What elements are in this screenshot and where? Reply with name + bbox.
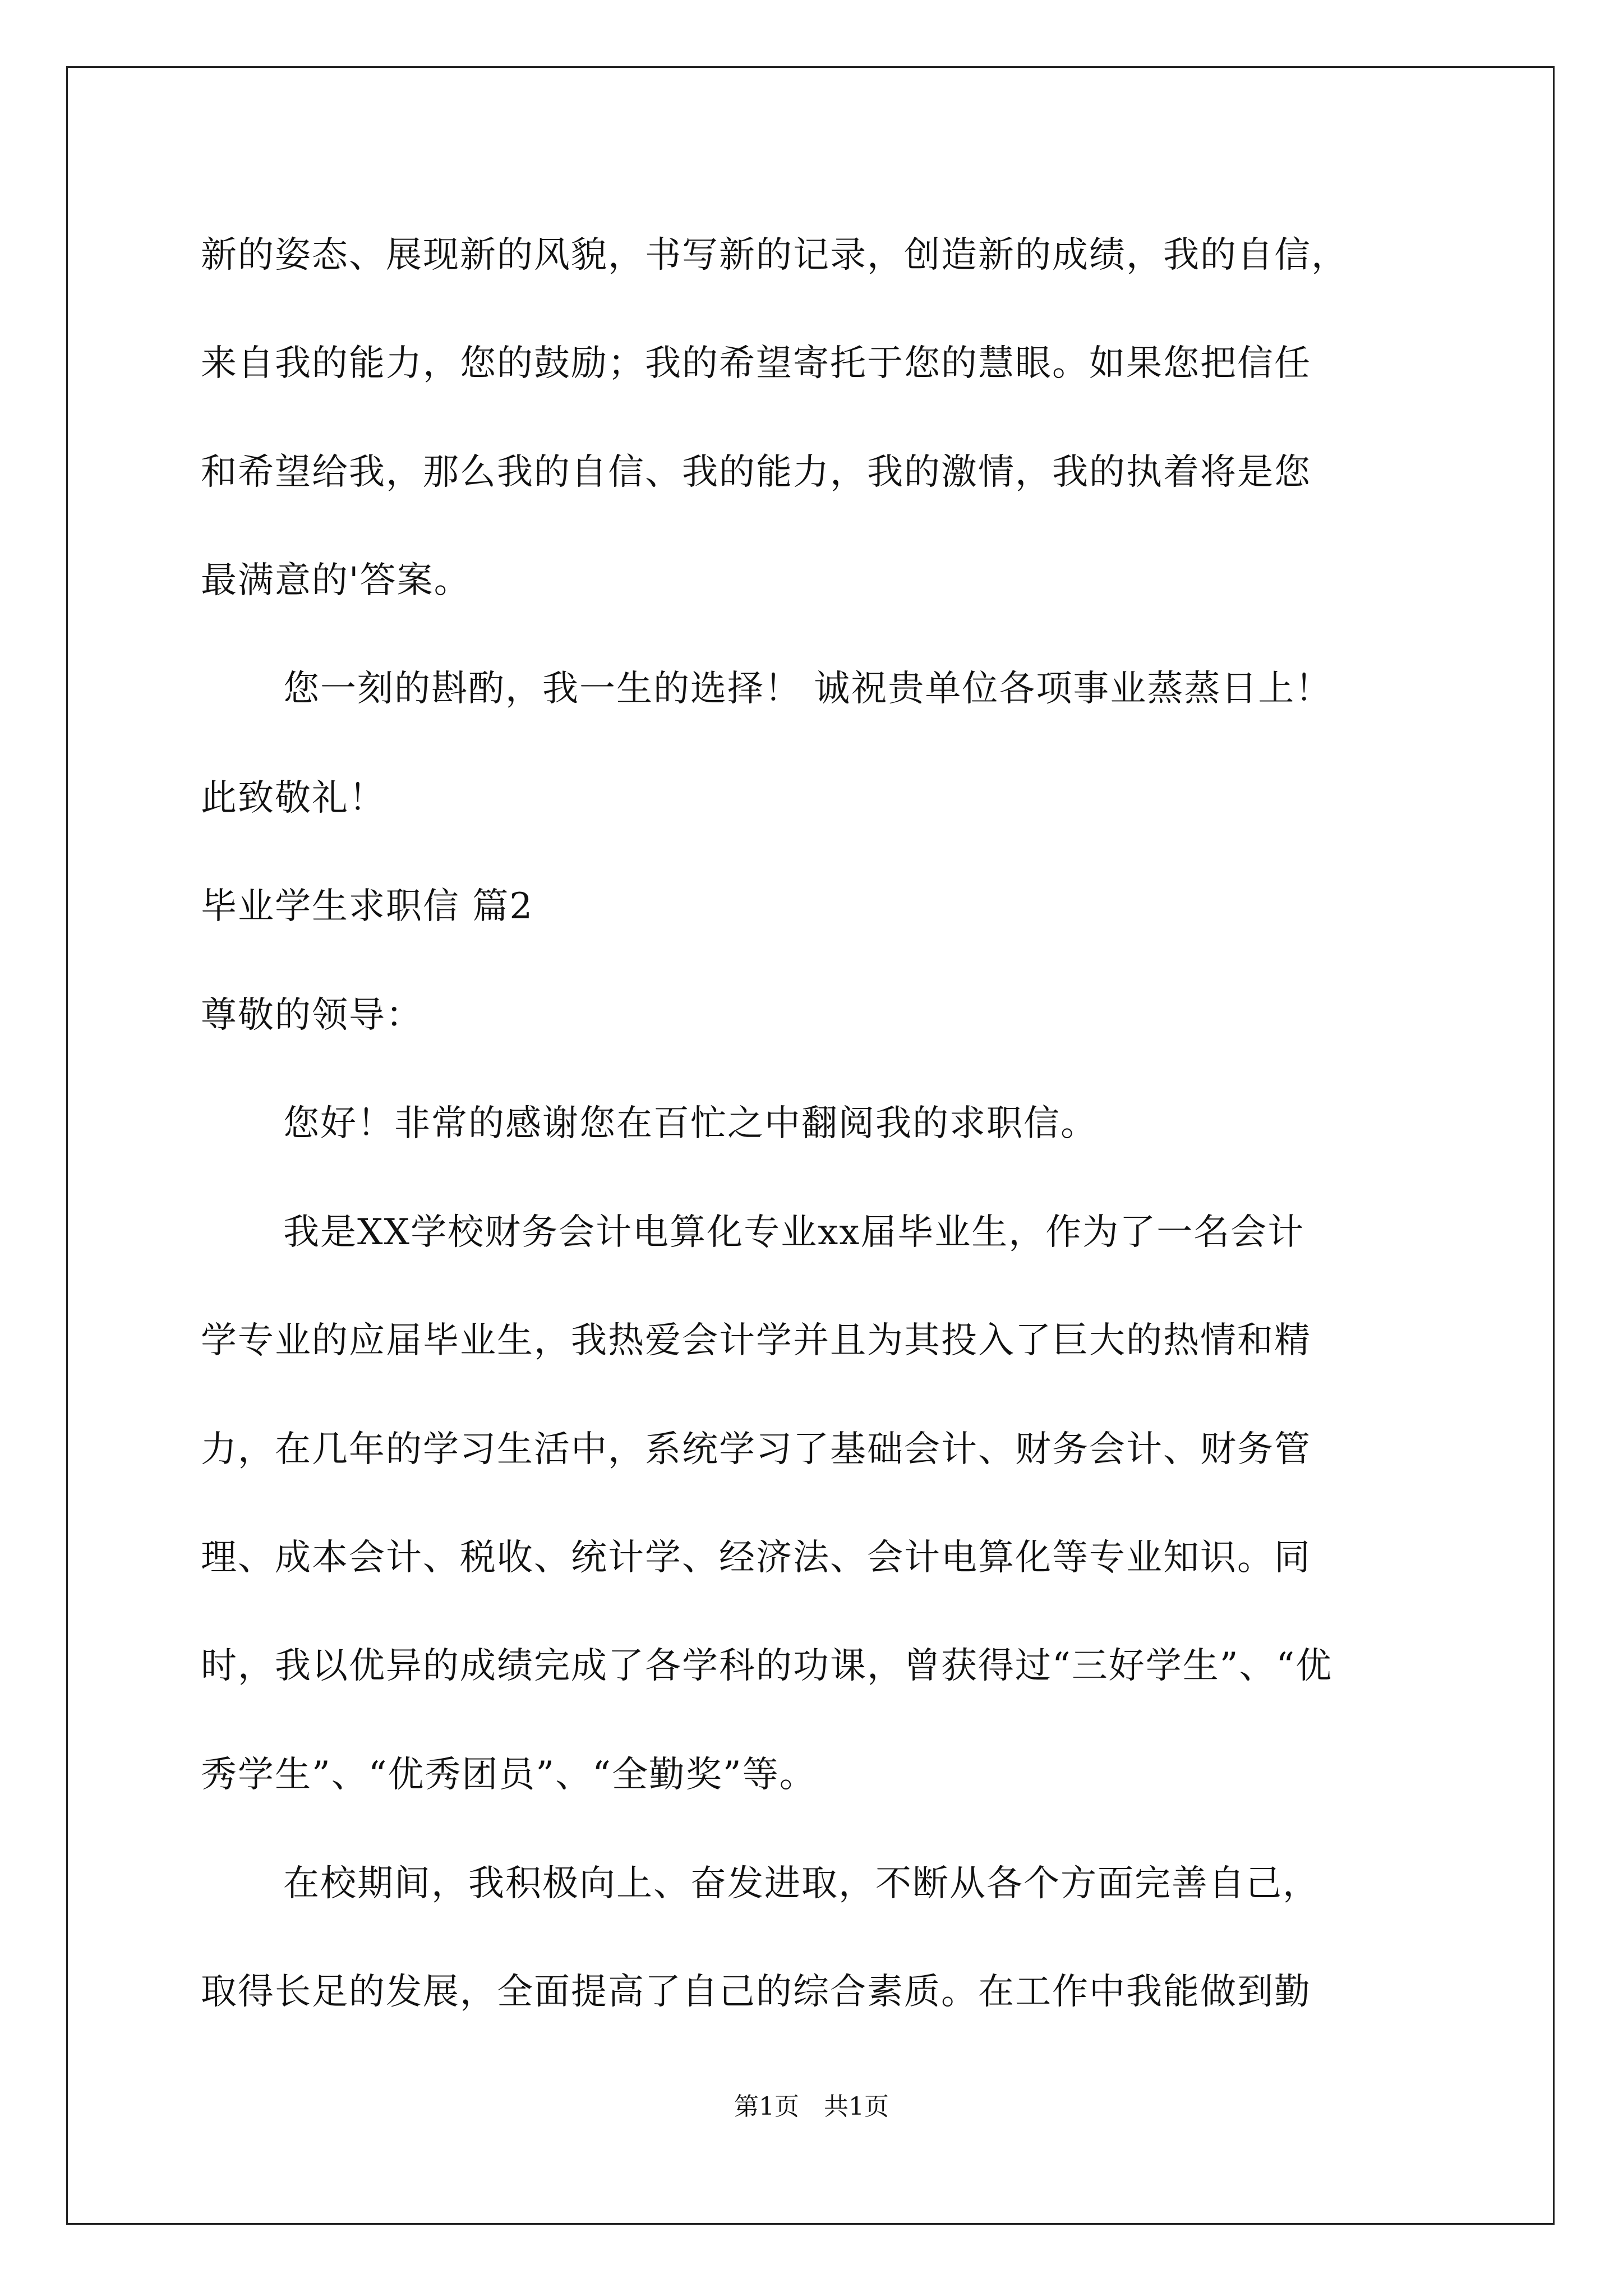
text-line: 在校期间，我积极向上、奋发进取，不断从各个方面完善自己， (283, 1863, 1320, 1904)
text-line: 最满意的'答案。 (201, 560, 471, 601)
text-line: 理、成本会计、税收、统计学、经济法、会计电算化等专业知识。同 (201, 1537, 1311, 1579)
text-line: 学专业的应届毕业生，我热爱会计学并且为其投入了巨大的热情和精 (201, 1320, 1311, 1361)
text-line: 您好！非常的感谢您在百忙之中翻阅我的求职信。 (283, 1103, 1098, 1144)
page-number-footer: 第1页 共1页 (734, 2092, 889, 2121)
text-line: 秀学生”、“优秀团员”、“全勤奖”等。 (201, 1754, 817, 1796)
text-line: 新的姿态、展现新的风貌，书写新的记录，创造新的成绩，我的自信， (201, 234, 1348, 276)
salutation: 尊敬的领导： (201, 995, 423, 1036)
text-line: 您一刻的斟酌，我一生的选择！ 诚祝贵单位各项事业蒸蒸日上！ (283, 668, 1332, 710)
text-line: 此致敬礼！ (201, 777, 386, 819)
section-heading: 毕业学生求职信 篇2 (201, 886, 534, 927)
text-line: 我是XX学校财务会计电算化专业xx届毕业生，作为了一名会计 (283, 1212, 1305, 1253)
text-line: 取得长足的发展，全面提高了自己的综合素质。在工作中我能做到勤 (201, 1971, 1311, 2013)
text-line: 时，我以优异的成绩完成了各学科的功课，曾获得过“三好学生”、“优 (201, 1645, 1333, 1687)
text-line: 力，在几年的学习生活中，系统学习了基础会计、财务会计、财务管 (201, 1429, 1311, 1470)
text-line: 和希望给我，那么我的自信、我的能力，我的激情，我的执着将是您 (201, 452, 1311, 493)
text-line: 来自我的能力，您的鼓励；我的希望寄托于您的慧眼。如果您把信任 (201, 343, 1311, 384)
